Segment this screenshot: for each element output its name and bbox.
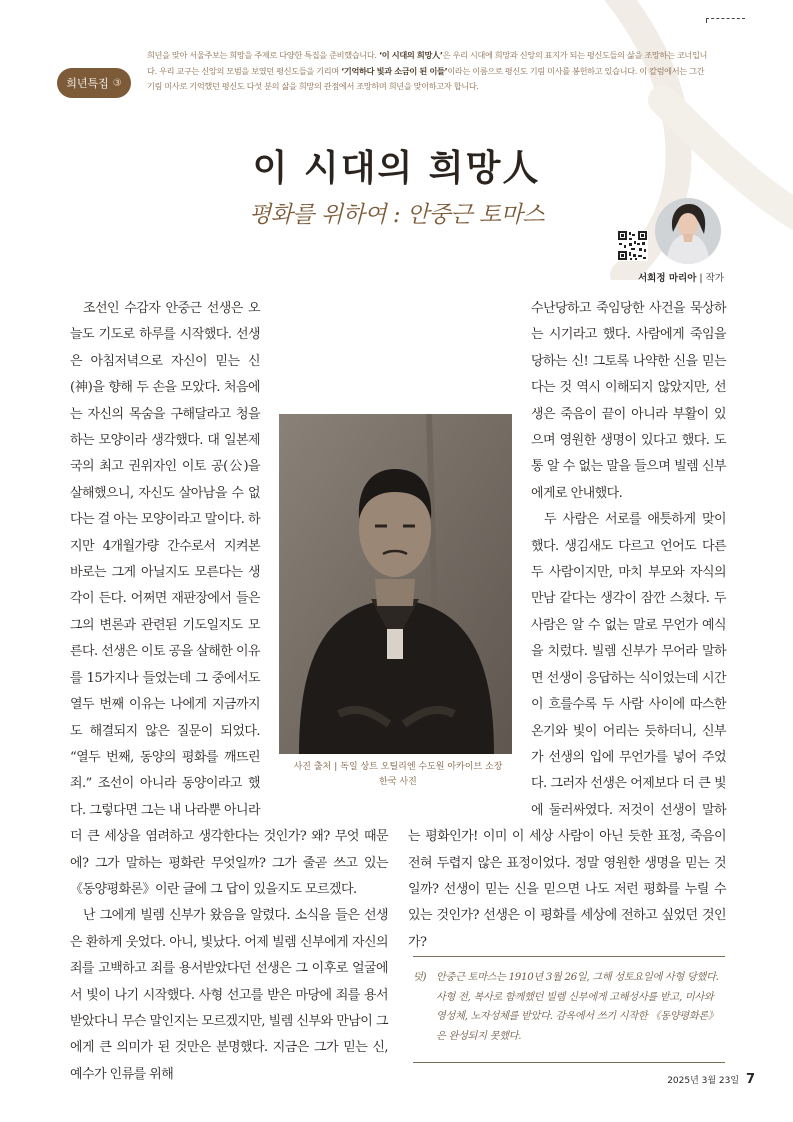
body-paragraph: 조선인 수감자 안중근 선생은 오늘도 기도로 하루를 시작했다. 선생은 아침저녁으로 자신이 믿는 신(神)을 향해 두 손을 모았다. 처음에는 자신의 목숨을 구해달라고 청을 하는 모양이라 생각했다. 대 일본제국의 최고 권위자인 이토 공(公)을 살해했으니, 자신도 살아남을 수 없다는 걸 아는 모양이라고 말이다. 하지만 4개월가량 간수로서 지켜본 바로는 그게 아닐지도 모른다는 생각이 든다. 어쩌면 재판장에서 들은 그의 변론과 관련된 기도일지도 모른다. 선생은 이토 공을 살해한 이유를 15가지나 들었는데 그 중에서도 열두 번째 이유는 나에게 지금까지도 해결되지 않은 질문이 되었다. “열두 번째, 동양의 평화를 깨뜨린 죄.” 조선이 아니라 동양이라고 했다. 그렇다면 그는 내 나라뿐 아니라 더 큰 세상을 염려하고 생각한다는 것인가? 왜? 무엇 때문에? 그가 말하는 평화란 무엇일까? 그가 줄곧 쓰고 있는 《동양평화론》이란 글에 그 답이 있을지도 모르겠다. bbox=[70, 301, 388, 897]
footnote-text: 안중근 토마스는 1910년 3월 26일, 그해 성토요일에 사형 당했다. 사형 전, 복사로 함께했던 빌렘 신부에게 고해성사를 받고, 미사와 영성체, 노자성체를 받았다. 감옥에서 쓰기 시작한 《동양평화론》은 완성되지 못했다. bbox=[436, 972, 719, 1042]
caption-separator: | bbox=[334, 762, 338, 772]
intro-part: 이라는 이름으로 평신도 기림 미사를 봉헌하고 있습니다. 이 칼럼에서는 그간 기림 미사로 기억했던 평신도 다섯 분의 삶을 희망의 관점에서 조망하며 희년을 맞이하고자 합니다. bbox=[147, 65, 705, 91]
intro-highlight: ‘이 시대의 희망人’ bbox=[378, 50, 443, 60]
crop-mark bbox=[706, 18, 745, 23]
note-top-rule bbox=[413, 956, 725, 957]
intro-part: 은 우리 시대에 희망과 신앙의 표지가 되는 평신도들의 삶을 조망하는 코너입니다. 우리 교구는 신앙의 모범을 보였던 평신도들을 기리며 bbox=[147, 50, 708, 76]
article-subtitle: 평화를 위하여 : 안중근 토마스 bbox=[248, 202, 545, 228]
page-footer bbox=[667, 1072, 755, 1087]
author-avatar bbox=[655, 198, 721, 264]
caption-source-text: 독일 상트 오틸리엔 수도원 아카이브 소장 bbox=[340, 762, 503, 772]
portrait-photo bbox=[279, 414, 512, 754]
body-paragraph: 난 그에게 빌렘 신부가 왔음을 알렸다. 소식을 들은 선생은 환하게 웃었다. 아니, 빛났다. 어제 빌렘 신부에게 자신의 죄를 고백하고 죄를 용서받았다던 선생은 그 이후로 얼굴에서 빛이 나기 시작했다. 사형 선고를 받은 마당에 죄를 용서받았다니 무슨 말인지는 모르겠지만, 빌렘 신부와 만남이 그에게 큰 의미가 된 것만은 분명했다. 지금은 그가 믿는 신, 예수가 인류를 위해 bbox=[70, 908, 388, 1082]
page-number: 7 bbox=[745, 1072, 755, 1087]
caption-source-label: 사진 출처 bbox=[293, 762, 332, 772]
issue-date: 2025년 3월 23일 bbox=[667, 1076, 740, 1086]
intro-highlight: ‘기억하다 빛과 소금이 된 이들’ bbox=[341, 65, 448, 76]
footnote bbox=[413, 968, 725, 1046]
photo-caption bbox=[276, 760, 520, 789]
author-name: 서희정 마리아 bbox=[638, 273, 697, 284]
page-title: 이 시대의 희망人 bbox=[252, 147, 541, 189]
section-badge bbox=[57, 68, 131, 98]
author-role: 작가 bbox=[705, 273, 724, 284]
body-paragraph: 두 사람은 서로를 애틋하게 맞이했다. 생김새도 다르고 언어도 다른 두 사람이지만, 마치 부모와 자식의 만남 같다는 생각이 잠깐 스쳤다. 두 사람은 알 수 없는 말로 무언가 예식을 치렀다. 빌렘 신부가 무어라 말하면 선생이 응답하는 식이었는데 시간이 흐를수록 두 사람 사이에 따스한 온기와 빛이 어리는 듯하더니, 신부가 선생의 입에 무언가를 넣어 주었다. 그러자 선생은 어제보다 더 큰 빛에 둘러싸였다. 저것이 선생이 말하는 평화인가! 이미 이 세상 사람이 아닌 듯한 표정, 죽음이 전혀 두렵지 않은 표정이었다. 정말 영원한 생명을 믿는 것일까? 선생이 믿는 신을 믿으면 나도 저런 평화를 누릴 수 있는 것인가? 선생은 이 평화를 세상에 전하고 싶었던 것인가? bbox=[408, 512, 726, 950]
author-byline bbox=[600, 270, 724, 284]
section-badge-label: 희년특집 bbox=[66, 77, 109, 90]
body-paragraph: 수난당하고 죽임당한 사건을 묵상하는 시기라고 했다. 사람에게 죽임을 당하는 신! 그토록 나약한 신을 믿는다는 것 역시 이해되지 않았지만, 선생은 죽음이 끝이 아니라 부활이 있으며 영원한 생명이 있다고 했다. 도통 알 수 없는 말을 들으며 빌렘 신부에게로 안내했다. bbox=[531, 301, 726, 501]
intro-part: 희년을 맞아 서울주보는 희망을 주제로 다양한 특집을 준비했습니다. bbox=[147, 50, 379, 60]
footnote-label: 덧) bbox=[413, 972, 427, 983]
qr-code-icon[interactable] bbox=[617, 230, 648, 261]
section-badge-number: ③ bbox=[112, 77, 122, 89]
author-separator: | bbox=[699, 273, 703, 284]
intro-text bbox=[147, 48, 712, 95]
note-bottom-rule bbox=[413, 1062, 725, 1063]
caption-line-2: 한국 사진 bbox=[379, 776, 417, 787]
